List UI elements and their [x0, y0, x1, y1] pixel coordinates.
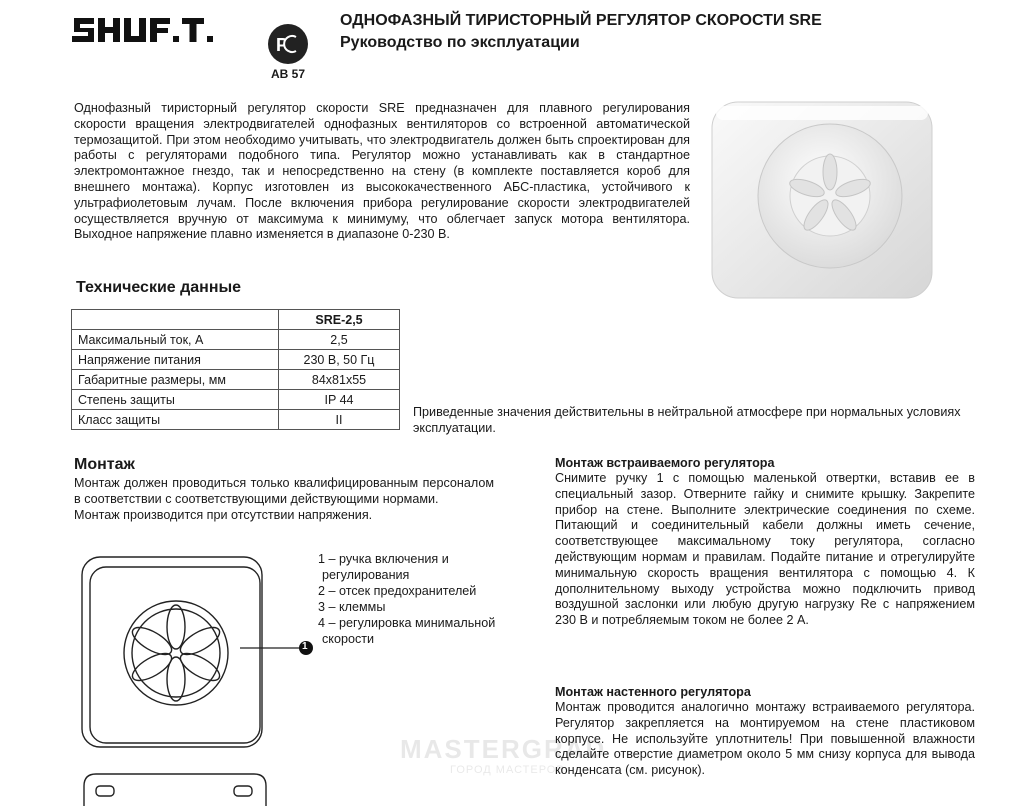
- legend-item: 4 – регулировка минимальной: [318, 616, 496, 630]
- installation-text-2: Монтаж производится при отсутствии напряжения.: [74, 507, 373, 522]
- intro-paragraph: Однофазный тиристорный регулятор скорости SRE предназначен для плавного регулирования скорости вращения электродвигателей однофазных вентиляторов со встроенной автоматической термозащитой. При этом необходимо учитывать, что электродвигатель должен быть спроектирован для работы с регуляторами подобного типа. Регулятор можно устанавливать как в стандартное электромонтажное гнездо, так и непосредственно на стену (в комплекте поставляется короб для внешнего монтажа). Корпус изготовлен из высококачественного АБС-пластика, устойчивого к ультрафиолетовым лучам. После включения прибора регулирование скорости электродвигателей осуществляется вручную от максимума к минимуму, что облегчает запуск мотора вентилятора. Выходное напряжение плавно изменяется в диапазоне 0-230 В.: [74, 101, 690, 242]
- legend-item: 3 – клеммы: [318, 600, 386, 614]
- spec-label: Степень защиты: [72, 390, 279, 410]
- wall-text: Монтаж проводится аналогично монтажу встраиваемого регулятора. Регулятор закрепляется на монтируемом на стене пластиковом корпусе. Не используйте уплотнитель! При повышенной влажности сделайте отверстие диаметром около 5 мм снизу корпуса для вывода конденсата (см. рисунок).: [555, 700, 975, 778]
- spec-label: Габаритные размеры, мм: [72, 370, 279, 390]
- builtin-text: Снимите ручку 1 с помощью маленькой отвертки, вставив ее в специальный зазор. Отверните гайку и снимите крышку. Закрепите прибор на стене. Выполните электрические соединения по схеме. Питающий и соединительный кабели должны иметь сечение, соответствующее максимальному току регулятора, согласно действующим нормам и правилам. Подайте питание и отрегулируйте минимальную скорость вращения вентилятора с помощью 4. К дополнительному выходу устройства можно подключить привод воздушной заслонки или любую другую нагрузку Re с напряжением 230 В и потребляемым током не более 2 А.: [555, 471, 975, 628]
- spec-value: II: [279, 410, 400, 430]
- spec-table: [71, 309, 400, 430]
- table-row: [72, 350, 400, 370]
- installation-heading: Монтаж: [74, 456, 135, 473]
- spec-label: Максимальный ток, А: [72, 330, 279, 350]
- legend-item: регулирования: [322, 568, 410, 582]
- callout-1: [240, 638, 320, 658]
- watermark: MASTERGRAD: [400, 734, 607, 764]
- spec-value: IP 44: [279, 390, 400, 410]
- watermark-sub: ГОРОД МАСТЕРОВ: [450, 764, 565, 776]
- wall-box-drawing: [82, 772, 267, 806]
- spec-value: 2,5: [279, 330, 400, 350]
- spec-value: 230 В, 50 Гц: [279, 350, 400, 370]
- callout-number: 1: [302, 641, 308, 652]
- svg-text:Р: Р: [276, 35, 289, 55]
- table-header-row: [72, 310, 400, 330]
- tech-data-heading: Технические данные: [76, 279, 242, 296]
- table-header-empty: [72, 310, 279, 330]
- document-title: ОДНОФАЗНЫЙ ТИРИСТОРНЫЙ РЕГУЛЯТОР СКОРОСТИ SRE: [340, 12, 822, 29]
- certification-code: АВ 57: [271, 67, 306, 81]
- table-row: [72, 410, 400, 430]
- spec-note: Приведенные значения действительны в нейтральной атмосфере при нормальных условиях эксплуатации.: [413, 405, 961, 435]
- table-row: [72, 370, 400, 390]
- builtin-heading: Монтаж встраиваемого регулятора: [555, 456, 775, 470]
- product-photo: [708, 96, 938, 306]
- spec-label: Класс защиты: [72, 410, 279, 430]
- document-subtitle: Руководство по эксплуатации: [340, 34, 580, 51]
- brand-logo: [70, 8, 220, 48]
- table-header-model: SRE-2,5: [279, 310, 400, 330]
- legend-item: 2 – отсек предохранителей: [318, 584, 477, 598]
- wall-heading: Монтаж настенного регулятора: [555, 685, 751, 699]
- legend-item: скорости: [322, 632, 375, 646]
- spec-value: 84х81х55: [279, 370, 400, 390]
- legend-item: 1 – ручка включения и: [318, 552, 449, 566]
- certification-mark: [266, 22, 314, 66]
- table-row: [72, 390, 400, 410]
- spec-label: Напряжение питания: [72, 350, 279, 370]
- installation-text-1: Монтаж должен проводиться только квалифицированным персоналом в соответствии с соответствующими действующими нормами.: [74, 476, 494, 506]
- installation-text: [74, 476, 494, 523]
- drawing-legend: [318, 551, 518, 647]
- table-row: [72, 330, 400, 350]
